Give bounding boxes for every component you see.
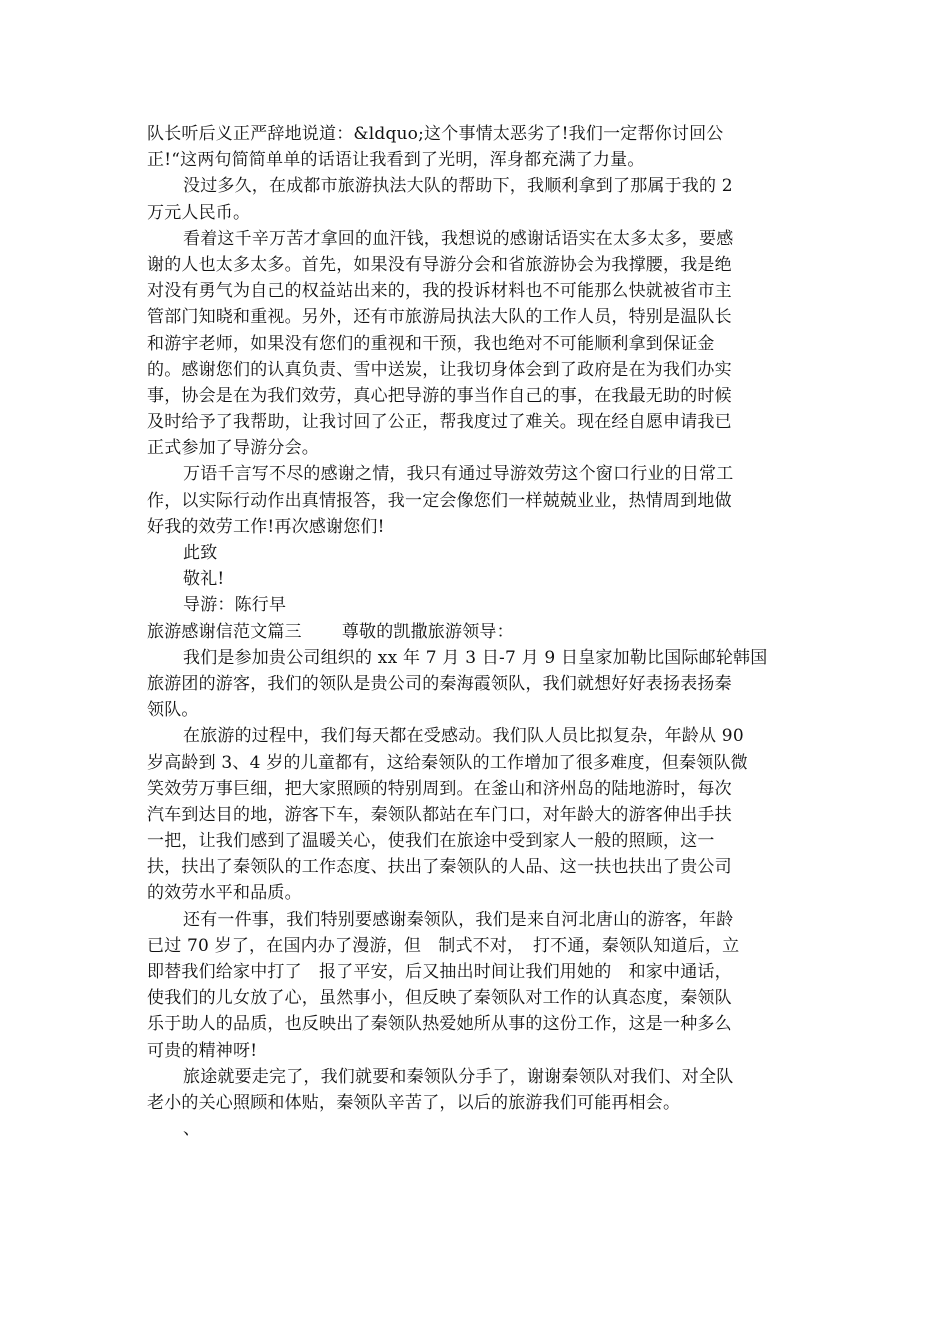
text-line (147, 907, 807, 933)
text-line-content: 没过多久，在成都市旅游执法大队的帮助下，我顺利拿到了那属于我的 2 (183, 176, 733, 197)
text-line-content: 正!“这两句简简单单的话语让我看到了光明，浑身都充满了力量。 (147, 150, 645, 171)
text-line (147, 776, 807, 802)
text-line (147, 697, 807, 723)
text-line (147, 1011, 807, 1037)
text-line (147, 540, 807, 566)
text-line (147, 959, 807, 985)
text-line (147, 147, 807, 173)
text-line-content: 在旅游的过程中，我们每天都在受感动。我们队人员比拟复杂，年龄从 90 (183, 726, 744, 747)
text-line-content: 岁高龄到 3、4 岁的儿童都有，这给秦领队的工作增加了很多难度，但秦领队微 (147, 752, 748, 773)
text-line-content: 已过 70 岁了，在国内办了漫游，但 制式不对， 打不通，秦领队知道后，立 (147, 935, 740, 956)
text-line-content: 使我们的儿女放了心，虽然事小，但反映了秦领队对工作的认真态度，秦领队 (147, 988, 732, 1009)
text-line (147, 1038, 807, 1064)
text-line-content: 敬礼! (183, 569, 225, 590)
text-line-content: 老小的关心照顾和体贴，秦领队辛苦了，以后的旅游我们可能再相会。 (147, 1092, 681, 1113)
text-line (147, 1090, 807, 1116)
text-line-content: 队长听后义正严辞地说道：&ldquo;这个事情太恶劣了!我们一定帮你讨回公 (147, 124, 724, 144)
text-line-content: 领队。 (147, 700, 199, 721)
text-line-content: 和游宇老师，如果没有您们的重视和干预，我也绝对不可能顺利拿到保证金 (147, 333, 715, 354)
text-line-content: 旅游团的游客，我们的领队是贵公司的秦海霞领队，我们就想好好表扬表扬秦 (147, 673, 732, 694)
text-line-content: 还有一件事，我们特别要感谢秦领队，我们是来自河北唐山的游客，年龄 (183, 909, 734, 930)
text-line (147, 252, 807, 278)
text-line-content: 及时给予了我帮助，让我讨回了公正，帮我度过了难关。现在经自愿申请我已 (147, 412, 732, 433)
text-line (147, 200, 807, 226)
text-line (147, 304, 807, 330)
text-line-content: 好我的效劳工作!再次感谢您们! (147, 516, 385, 537)
text-line (147, 854, 807, 880)
text-line (147, 173, 807, 199)
text-line (147, 435, 807, 461)
text-line (147, 514, 807, 540)
text-line-content: 事，协会是在为我们效劳，真心把导游的事当作自己的事，在我最无助的时候 (147, 385, 732, 406)
text-line (147, 828, 807, 854)
text-line-content: 作，以实际行动作出真情报答，我一定会像您们一样兢兢业业，热情周到地做 (147, 490, 732, 511)
text-line (147, 566, 807, 592)
text-line-content: 正式参加了导游分会。 (147, 438, 319, 459)
text-line-content: 扶，扶出了秦领队的工作态度、扶出了秦领队的人品、这一扶也扶出了贵公司 (147, 857, 732, 878)
document-body (147, 121, 807, 1142)
text-line (147, 880, 807, 906)
text-line (147, 409, 807, 435)
text-line-content: 的。感谢您们的认真负责、雪中送炭，让我切身体会到了政府是在为我们办实 (147, 359, 732, 380)
text-line-content: 管部门知晓和重视。另外，还有市旅游局执法大队的工作人员，特别是温队长 (147, 307, 732, 328)
text-line (147, 985, 807, 1011)
text-line (147, 357, 807, 383)
text-line-content: 乐于助人的品质，也反映出了秦领队热爱她所从事的这份工作，这是一种多么 (147, 1014, 732, 1035)
text-line (147, 592, 807, 618)
text-line (147, 802, 807, 828)
text-line (147, 383, 807, 409)
salutation: 尊敬的凯撒旅游领导： (341, 621, 514, 642)
text-line-content: 笑效劳万事巨细，把大家照顾的特别周到。在釜山和济州岛的陆地游时，每次 (147, 778, 732, 799)
text-line (147, 331, 807, 357)
text-line (147, 619, 807, 645)
text-line-content: 此致 (183, 543, 218, 563)
text-line-content: 即替我们给家中打了 报了平安，后又抽出时间让我们用她的 和家中通话， (147, 962, 732, 982)
text-line-content: 一把，让我们感到了温暖关心，使我们在旅途中受到家人一般的照顾，这一 (147, 831, 715, 852)
text-line (147, 226, 807, 252)
text-line-content: 旅途就要走完了，我们就要和秦领队分手了，谢谢秦领队对我们、对全队 (183, 1066, 734, 1087)
text-line (147, 723, 807, 749)
text-line (147, 488, 807, 514)
text-line-content: 看着这千辛万苦才拿回的血汗钱，我想说的感谢话语实在太多太多，要感 (183, 228, 734, 249)
text-line-content: 谢的人也太多太多。首先，如果没有导游分会和省旅游协会为我撑腰，我是绝 (147, 254, 732, 275)
text-line-content: 万语千言写不尽的感谢之情，我只有通过导游效劳这个窗口行业的日常工 (183, 464, 734, 485)
text-line (147, 461, 807, 487)
text-line-content: 、 (183, 1119, 201, 1140)
text-line-content: 的效劳水平和品质。 (147, 883, 302, 904)
text-line (147, 645, 807, 671)
text-line-content: 汽车到达目的地，游客下车，秦领队都站在车门口，对年龄大的游客伸出手扶 (147, 804, 732, 825)
text-line (147, 671, 807, 697)
text-line-content: 导游：陈行早 (183, 595, 287, 616)
text-line-content: 旅游感谢信范文篇三 (147, 621, 302, 642)
text-line (147, 1116, 807, 1142)
text-line (147, 750, 807, 776)
text-line-content: 我们是参加贵公司组织的 xx 年 7 月 3 日-7 月 9 日皇家加勒比国际邮轮韩国 (183, 647, 768, 668)
text-line-content: 万元人民币。 (147, 202, 251, 223)
text-line (147, 121, 807, 147)
text-line-content: 可贵的精神呀! (147, 1040, 258, 1061)
text-line-content: 对没有勇气为自己的权益站出来的，我的投诉材料也不可能那么快就被省市主 (147, 281, 732, 302)
text-line (147, 933, 807, 959)
text-line (147, 278, 807, 304)
text-line (147, 1064, 807, 1090)
